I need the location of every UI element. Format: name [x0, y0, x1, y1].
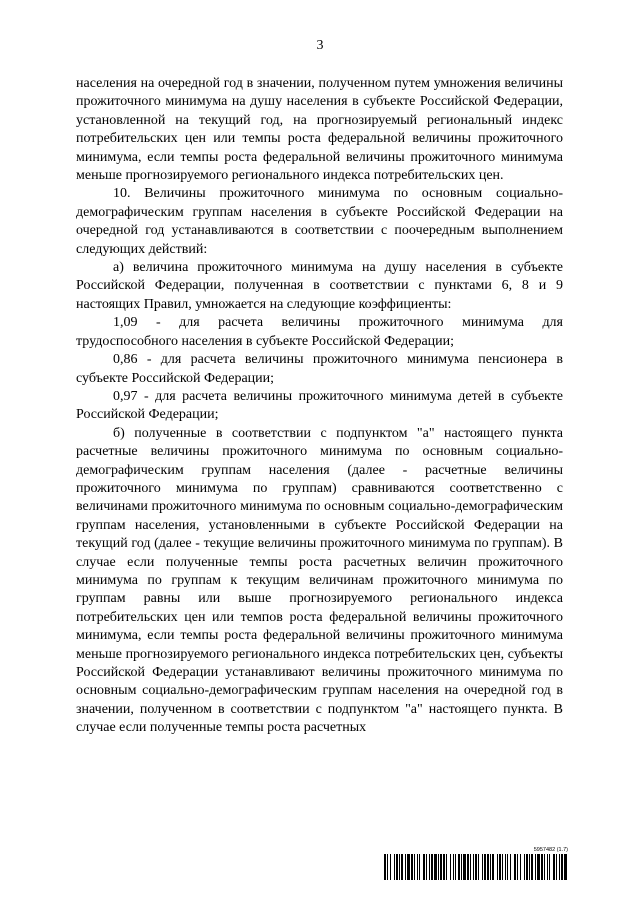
barcode-icon [384, 854, 568, 880]
paragraph-coefficient-children: 0,97 - для расчета величины прожиточного минимума детей в субъекте Российской Федерации; [76, 388, 563, 423]
paragraph-subitem-b: б) полученные в соответствии с подпунктом "а" настоящего пункта расчетные величины прожиточного минимума по основным социально-демографическим группам населения (далее - расчетные величины прожиточного минимума по группам) сравниваются соответственно с величинами прожиточного минимума по основным социально-демографическим группам населения, установленными в субъекте Российской Федерации на текущий год (далее - текущие величины прожиточного минимума по группам). В случае если полученные темпы роста расчетных величин прожиточного минимума по группам к текущим величинам прожиточного минимума по группам равны или выше прогнозируемого регионального индекса потребительских цен или темпов роста федеральной величины прожиточного минимума, если темпы роста федеральной величины прожиточного минимума меньше прогнозируемого регионального индекса потребительских цен, субъекты Российской Федерации устанавливают величины прожиточного минимума по основным социально-демографическим группам населения на очередной год в значении, полученном в соответствии с подпунктом "а" настоящего пункта. В случае если полученные темпы роста расчетных [76, 425, 563, 736]
paragraph-item-10: 10. Величины прожиточного минимума по основным социально-демографическим группам населения в субъекте Российской Федерации на очередной год устанавливаются в соответствии с поочередным выполнением следующих действий: [76, 186, 563, 257]
paragraph-subitem-a: а) величина прожиточного минимума на душу населения в субъекте Российской Федерации, полученная в соответствии с пунктами 6, 8 и 9 настоящих Правил, умножается на следующие коэффициенты: [76, 260, 563, 312]
document-barcode [384, 847, 568, 881]
barcode-caption: 5957482 (1.7) [533, 847, 568, 853]
page-number: 3 [316, 38, 324, 53]
document-body [76, 75, 563, 738]
paragraph-continuation: населения на очередной год в значении, полученном путем умножения величины прожиточного минимума на душу населения в субъекте Российской Федерации, установленной на текущий год, на прогнозируемый региональный индекс потребительских цен или темпы роста федеральной величины прожиточного минимума, если темпы роста федеральной величины прожиточного минимума меньше прогнозируемого регионального индекса потребительских цен. [76, 76, 563, 184]
paragraph-coefficient-pensioner: 0,86 - для расчета величины прожиточного минимума пенсионера в субъекте Российской Федерации; [76, 352, 563, 386]
paragraph-coefficient-working-age: 1,09 - для расчета величины прожиточного минимума для трудоспособного населения в субъекте Российской Федерации; [76, 315, 563, 349]
